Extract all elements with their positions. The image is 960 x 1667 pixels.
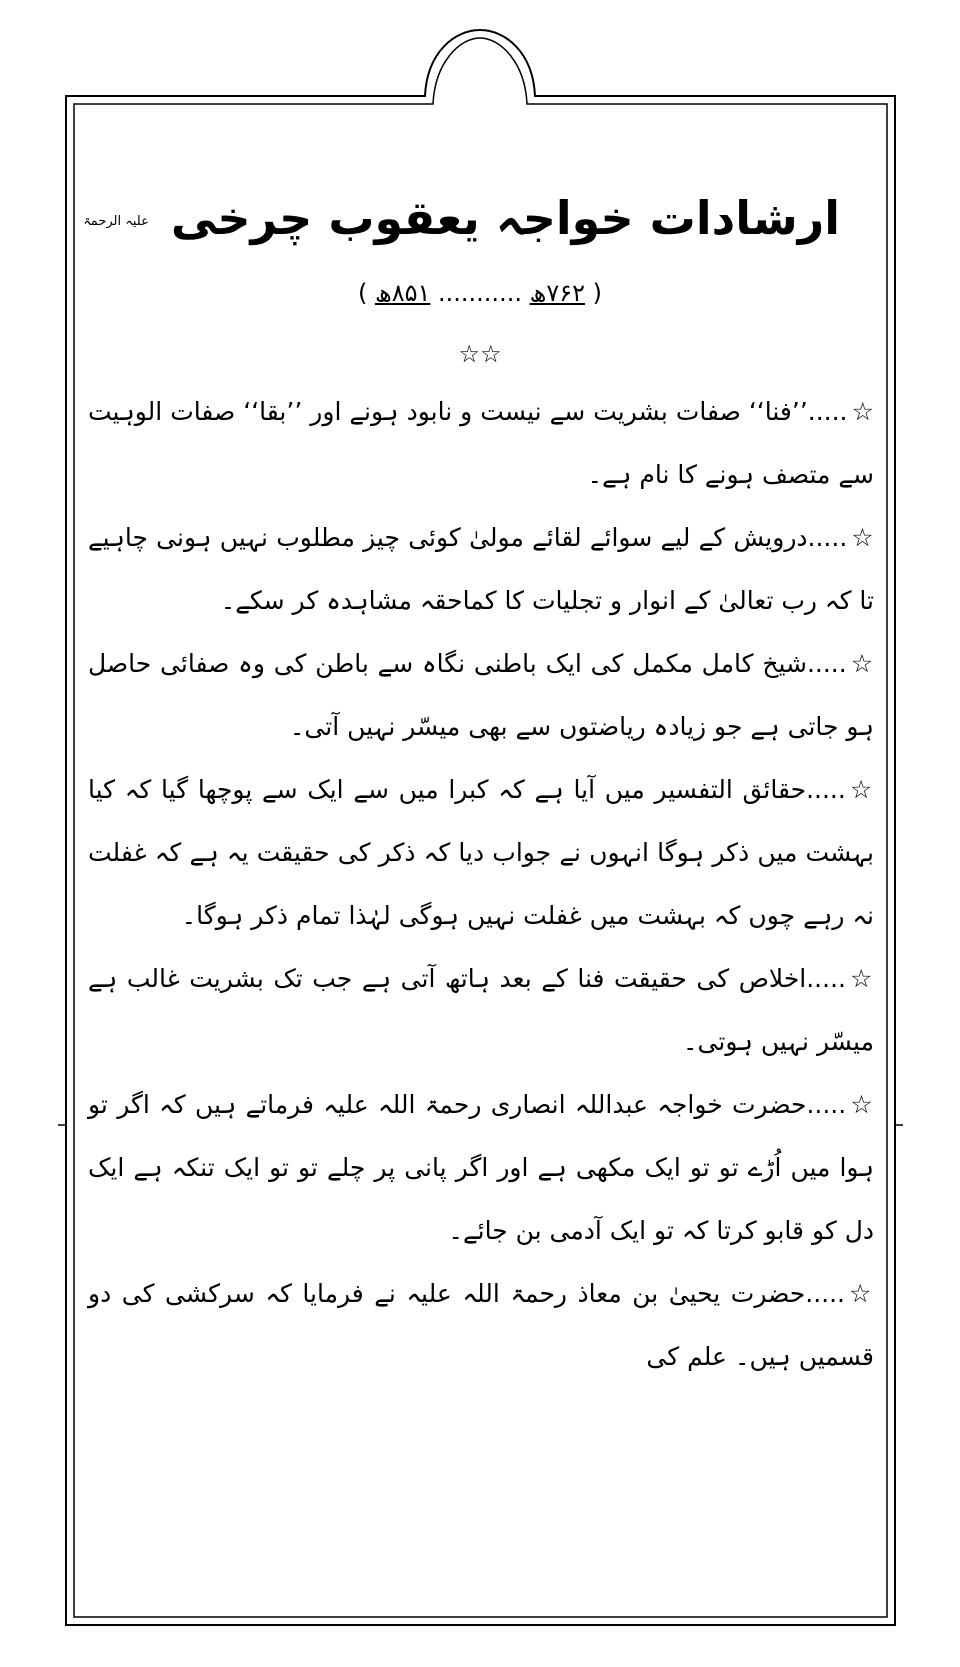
dates-dots: ........... bbox=[438, 279, 522, 307]
honorific: علیہ الرحمۃ bbox=[83, 213, 149, 229]
sayings-body bbox=[88, 380, 874, 1388]
leader-dots: ..... bbox=[806, 1090, 847, 1119]
star-icon: ☆ bbox=[849, 964, 874, 993]
saying-text: حضرت یحییٰ بن معاذ رحمۃ اللہ علیہ نے فرمایا کہ سرکشی کی دو قسمیں ہیں۔ علم کی bbox=[88, 1279, 874, 1371]
saying-text: حضرت خواجہ عبداللہ انصاری رحمۃ اللہ علیہ فرماتے ہیں کہ اگر تو ہوا میں اُڑے تو تو ایک مکھی ہے اور اگر پانی پر چلے تو تو ایک تنکہ ہے ایک دل کو قابو کرتا کہ تو ایک آدمی بن جائے۔ bbox=[88, 1090, 874, 1245]
dates-open-paren: ( bbox=[592, 279, 603, 307]
birth-year: ۷۶۲ھ bbox=[529, 279, 586, 307]
star-divider: ☆☆ bbox=[458, 340, 502, 368]
dates-close-paren: ) bbox=[357, 279, 368, 307]
saying-4 bbox=[88, 758, 874, 947]
saying-2 bbox=[88, 506, 874, 632]
title-text: ارشادات خواجہ یعقوب چرخی bbox=[170, 191, 840, 245]
leader-dots: ..... bbox=[805, 1279, 845, 1308]
saying-text: اخلاص کی حقیقت فنا کے بعد ہاتھ آتی ہے جب تک بشریت غالب ہے میسّر نہیں ہوتی۔ bbox=[88, 964, 874, 1056]
saying-text: ’’فنا‘‘ صفات بشریت سے نیست و نابود ہونے اور ’’بقا‘‘ صفات الوہیت سے متصف ہونے کا نام ہے۔ bbox=[88, 397, 874, 489]
leader-dots: ..... bbox=[806, 775, 846, 804]
star-icon: ☆ bbox=[851, 523, 874, 552]
leader-dots: ..... bbox=[807, 397, 848, 426]
life-dates bbox=[200, 275, 760, 311]
leader-dots: ..... bbox=[806, 649, 847, 678]
saying-text: درویش کے لیے سوائے لقائے مولیٰ کوئی چیز مطلوب نہیں ہونی چاہیے تا کہ رب تعالیٰ کے انوار و تجلیات کا کماحقہ مشاہدہ کر سکے۔ bbox=[88, 523, 874, 615]
star-icon: ☆ bbox=[850, 1090, 874, 1119]
saying-6 bbox=[88, 1073, 874, 1262]
saying-text: حقائق التفسیر میں آیا ہے کہ کبرا میں سے ایک سے پوچھا گیا کہ کیا بہشت میں ذکر ہوگا انہوں نے جواب دیا کہ ذکر کی حقیقت یہ ہے کہ غفلت نہ رہے چوں کہ بہشت میں غفلت نہیں ہوگی لہٰذا تمام ذکر ہوگا۔ bbox=[88, 775, 874, 930]
saying-7 bbox=[88, 1262, 874, 1388]
saying-text: شیخ کامل مکمل کی ایک باطنی نگاہ سے باطن کی وہ صفائی حاصل ہو جاتی ہے جو زیادہ ریاضتوں سے بھی میسّر نہیں آتی۔ bbox=[88, 649, 874, 741]
death-year: ۸۵۱ھ bbox=[374, 279, 431, 307]
star-icon: ☆ bbox=[850, 649, 874, 678]
star-icon: ☆ bbox=[851, 397, 874, 426]
saying-1 bbox=[88, 380, 874, 506]
leader-dots: ..... bbox=[806, 964, 846, 993]
saying-5 bbox=[88, 947, 874, 1073]
star-icon: ☆ bbox=[849, 775, 874, 804]
leader-dots: ..... bbox=[807, 523, 848, 552]
page-title bbox=[83, 188, 840, 252]
saying-3 bbox=[88, 632, 874, 758]
star-icon: ☆ bbox=[848, 1279, 874, 1308]
